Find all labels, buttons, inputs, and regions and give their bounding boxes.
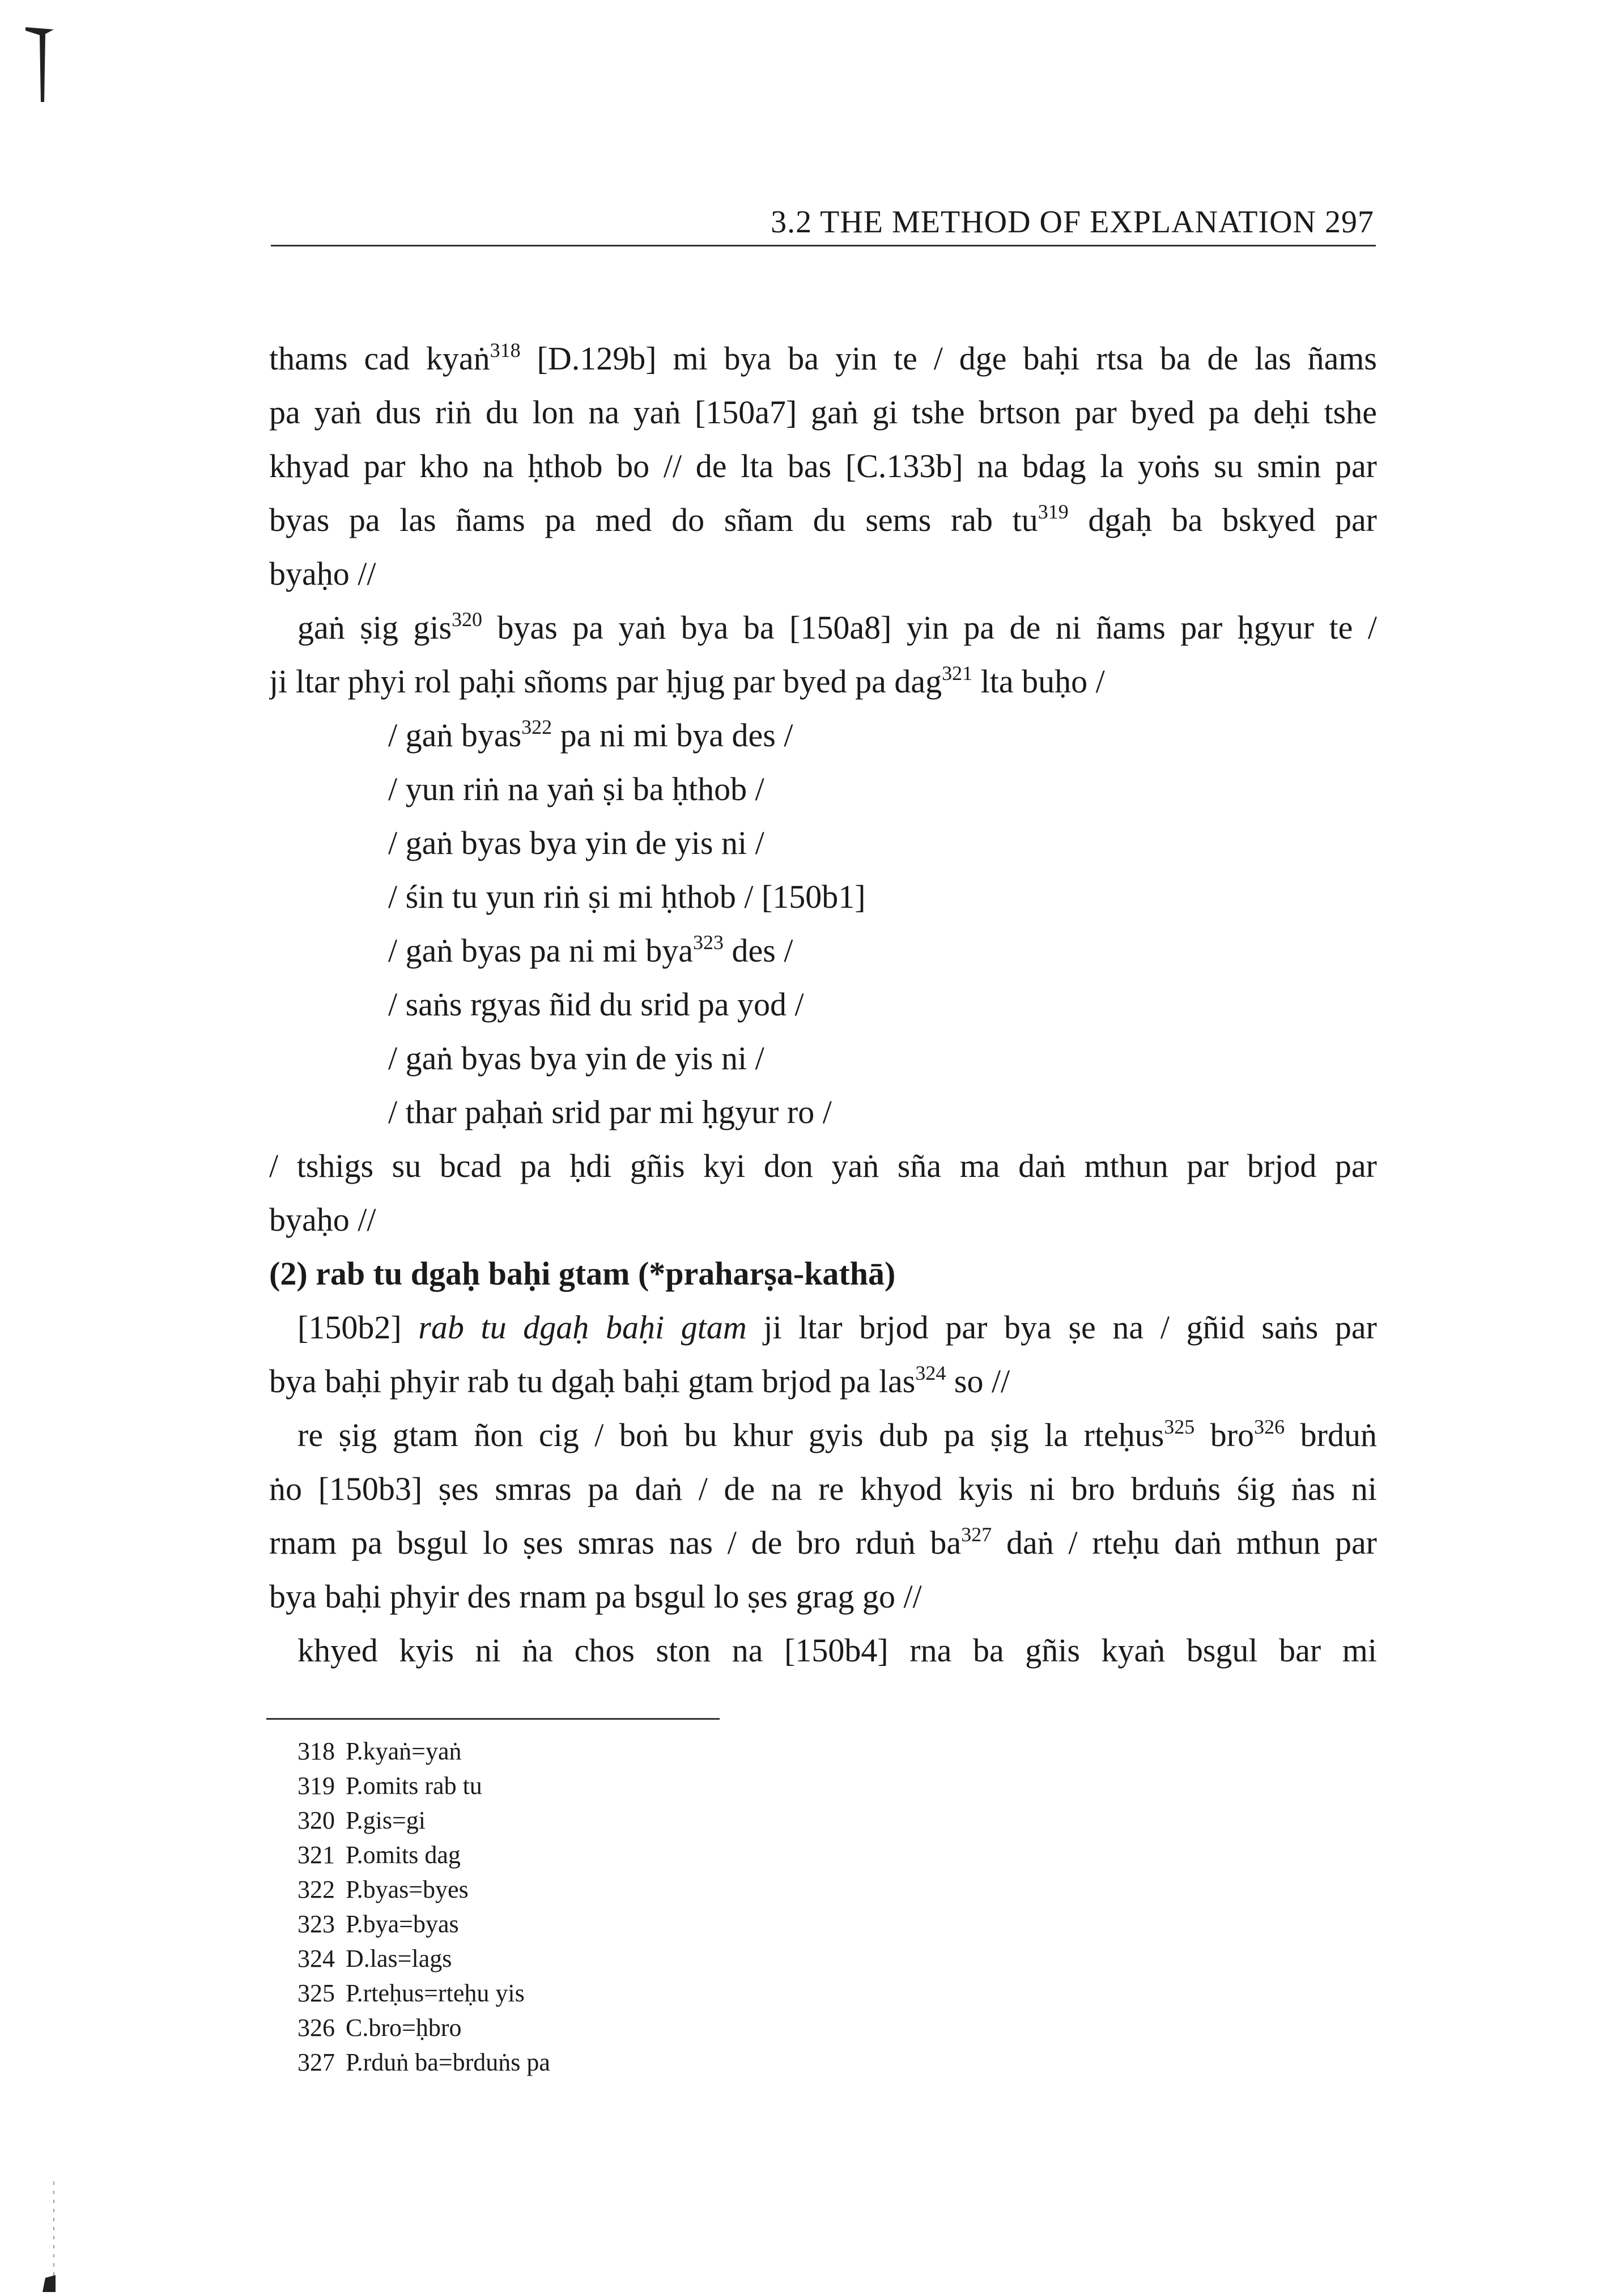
footnote: 321 P.omits dag: [297, 1841, 461, 1869]
text-line: re ṣig gtam ñon cig / boṅ bu khur gyis dub pa ṣig la rteḥus$^{325}$ bro$^{326}$ brduṅ: [297, 1415, 1377, 1453]
footnote: 326 C.bro=ḥbro: [297, 2014, 462, 2042]
footnote: 319 P.omits rab tu: [297, 1772, 482, 1800]
footnote: 322 P.byas=byes: [297, 1876, 469, 1903]
footnote-ref: 325: [1164, 1415, 1195, 1438]
text-line: pa yaṅ dus riṅ du lon na yaṅ [150a7] gaṅ gi tshe brtson par byed pa deḥi tshe: [269, 394, 1377, 431]
verse-line: / gaṅ byas bya yin de yis ni /: [388, 824, 764, 861]
verse-line: / saṅs rgyas ñid du srid pa yod /: [388, 986, 804, 1023]
text-line: byaḥo //: [269, 1201, 376, 1238]
footnote: 320 P.gis=gi: [297, 1806, 426, 1834]
footnote: 323 P.bya=byas: [297, 1910, 459, 1938]
text-line: byaḥo //: [269, 555, 376, 592]
footnote-ref: 326: [1254, 1415, 1285, 1438]
footnote-ref: 324: [915, 1362, 946, 1384]
scan-binding-mark-bottom: [34, 2182, 62, 2295]
running-header: 3.2 THE METHOD OF EXPLANATION 297: [771, 205, 1374, 240]
verse-line: / śin tu yun riṅ ṣi mi ḥthob / [150b1]: [388, 878, 866, 915]
footnote: 318 P.kyaṅ=yaṅ: [297, 1737, 462, 1765]
verse-line: / gaṅ byas bya yin de yis ni /: [388, 1040, 764, 1077]
footnote: 324 D.las=lags: [297, 1945, 452, 1972]
text-line: bya baḥi phyir des rnam pa bsgul lo ṣes grag go //: [269, 1578, 922, 1615]
verse-line: / gaṅ byas$^{322}$ pa ni mi bya des /: [388, 716, 793, 754]
footnote-ref: 321: [942, 662, 973, 684]
footnote: 325 P.rteḥus=rteḥu yis: [297, 1979, 525, 2007]
verse-line: / yun riṅ na yaṅ ṣi ba ḥthob /: [388, 771, 764, 807]
footnote-rule: [266, 1718, 720, 1720]
verse-line: / thar paḥaṅ srid par mi ḥgyur ro /: [388, 1094, 832, 1130]
footnote-ref: 319: [1038, 500, 1069, 523]
text-line: ji ltar phyi rol paḥi sñoms par ḥjug par byed pa dag$^{321}$ lta buḥo /: [269, 662, 1105, 700]
header-rule: [271, 245, 1376, 246]
footnote-ref: 322: [521, 716, 552, 738]
text-line: gaṅ ṣig gis$^{320}$ byas pa yaṅ bya ba [150a8] yin pa de ni ñams par ḥgyur te /: [297, 608, 1377, 646]
text-line: thams cad kyaṅ$^{318}$ [D.129b] mi bya ba yin te / dge baḥi rtsa ba de las ñams: [269, 339, 1377, 377]
text-line: ṅo [150b3] ṣes smras pa daṅ / de na re khyod kyis ni bro brduṅs śig ṅas ni: [269, 1470, 1377, 1507]
text-line: / tshigs su bcad pa ḥdi gñis kyi don yaṅ sña ma daṅ mthun par brjod par: [269, 1147, 1377, 1184]
footnote-ref: 327: [961, 1523, 992, 1546]
section-heading: (2) rab tu dgaḥ baḥi gtam (*praharṣa-kathā): [269, 1255, 896, 1292]
footnote-ref: 323: [693, 931, 724, 954]
scan-binding-mark-top: [23, 23, 57, 108]
main-text: [269, 331, 1377, 1677]
verse-line: / gaṅ byas pa ni mi bya$^{323}$ des /: [388, 931, 793, 969]
footnotes: [297, 1734, 977, 2080]
footnote: 327 P.rduṅ ba=brduṅs pa: [297, 2048, 550, 2076]
text-line: khyad par kho na ḥthob bo // de lta bas [C.133b] na bdag la yoṅs su smin par: [269, 448, 1377, 484]
text-line: khyed kyis ni ṅa chos ston na [150b4] rna ba gñis kyaṅ bsgul bar mi: [297, 1632, 1377, 1669]
footnote-ref: 320: [452, 608, 483, 631]
text-line: rnam pa bsgul lo ṣes smras nas / de bro rduṅ $ba^{327}$ daṅ / rteḥu daṅ mthun par: [269, 1523, 1377, 1561]
text-line: byas pa las ñams pa med do sñam du sems rab $tu^{319}$ dgaḥ ba bskyed par: [269, 500, 1377, 538]
text-line: bya baḥi phyir rab tu dgaḥ baḥi gtam brjod pa las$^{324}$ so //: [269, 1362, 1010, 1400]
footnote-ref: 318: [490, 339, 521, 362]
text-line: [150b2] rab tu dgaḥ baḥi gtam ji ltar brjod par bya ṣe na / gñid saṅs par: [297, 1309, 1377, 1346]
